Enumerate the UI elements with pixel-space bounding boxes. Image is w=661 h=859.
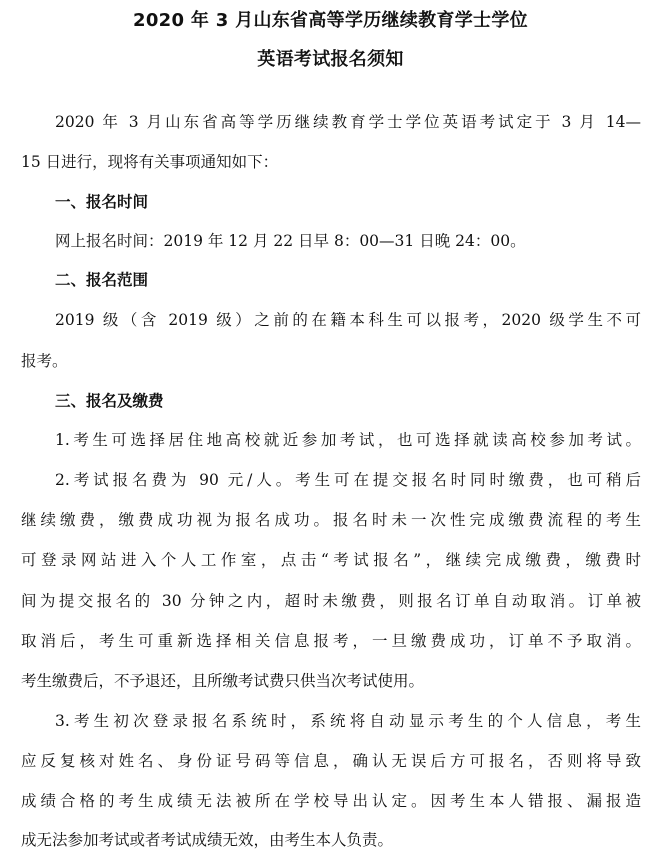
fee-item-3-line: 应反复核对姓名、身份证号码等信息，确认无误后方可报名，否则将导致	[21, 752, 641, 770]
fee-item-2-line: 考生缴费后，不予退还，且所缴考试费只供当次考试使用。	[21, 672, 425, 690]
document-title-line-2: 英语考试报名须知	[257, 49, 404, 70]
fee-item-1: 1.考生可选择居住地高校就近参加考试，也可选择就读高校参加考试。	[55, 431, 641, 449]
fee-item-3-line: 3.考生初次登录报名系统时，系统将自动显示考生的个人信息，考生	[55, 712, 641, 730]
scope-line-2: 报考。	[21, 352, 68, 370]
section-heading-scope: 二、报名范围	[55, 271, 149, 289]
scope-line-1: 2019 级（含 2019 级）之前的在籍本科生可以报考，2020 级学生不可	[55, 311, 641, 329]
fee-item-3-line: 成无法参加考试或者考试成绩无效，由考生本人负责。	[21, 831, 394, 849]
fee-item-2-line: 可登录网站进入个人工作室，点击“考试报名”，继续完成缴费，缴费时	[21, 551, 641, 569]
section-heading-fee: 三、报名及缴费	[55, 392, 164, 410]
fee-item-2-line: 取消后，考生可重新选择相关信息报考，一旦缴费成功，订单不予取消。	[21, 632, 641, 650]
intro-line-2: 15 日进行，现将有关事项通知如下：	[21, 153, 279, 171]
fee-item-2-line: 间为提交报名的 30 分钟之内，超时未缴费，则报名订单自动取消。订单被	[21, 592, 641, 610]
fee-item-3-line: 成绩合格的考生成绩无法被所在学校导出认定。因考生本人错报、漏报造	[21, 792, 641, 810]
intro-line-1: 2020 年 3 月山东省高等学历继续教育学士学位英语考试定于 3 月 14—	[55, 113, 641, 131]
document-title-line-1: 2020 年 3 月山东省高等学历继续教育学士学位	[133, 10, 528, 31]
fee-item-2-line: 2.考试报名费为 90 元/人。考生可在提交报名时同时缴费，也可稍后	[55, 471, 641, 489]
fee-item-2-line: 继续缴费，缴费成功视为报名成功。报名时未一次性完成缴费流程的考生	[21, 511, 641, 529]
section-heading-time: 一、报名时间	[55, 193, 149, 211]
time-paragraph: 网上报名时间：2019 年 12 月 22 日早 8：00—31 日晚 24：00。	[55, 232, 526, 250]
